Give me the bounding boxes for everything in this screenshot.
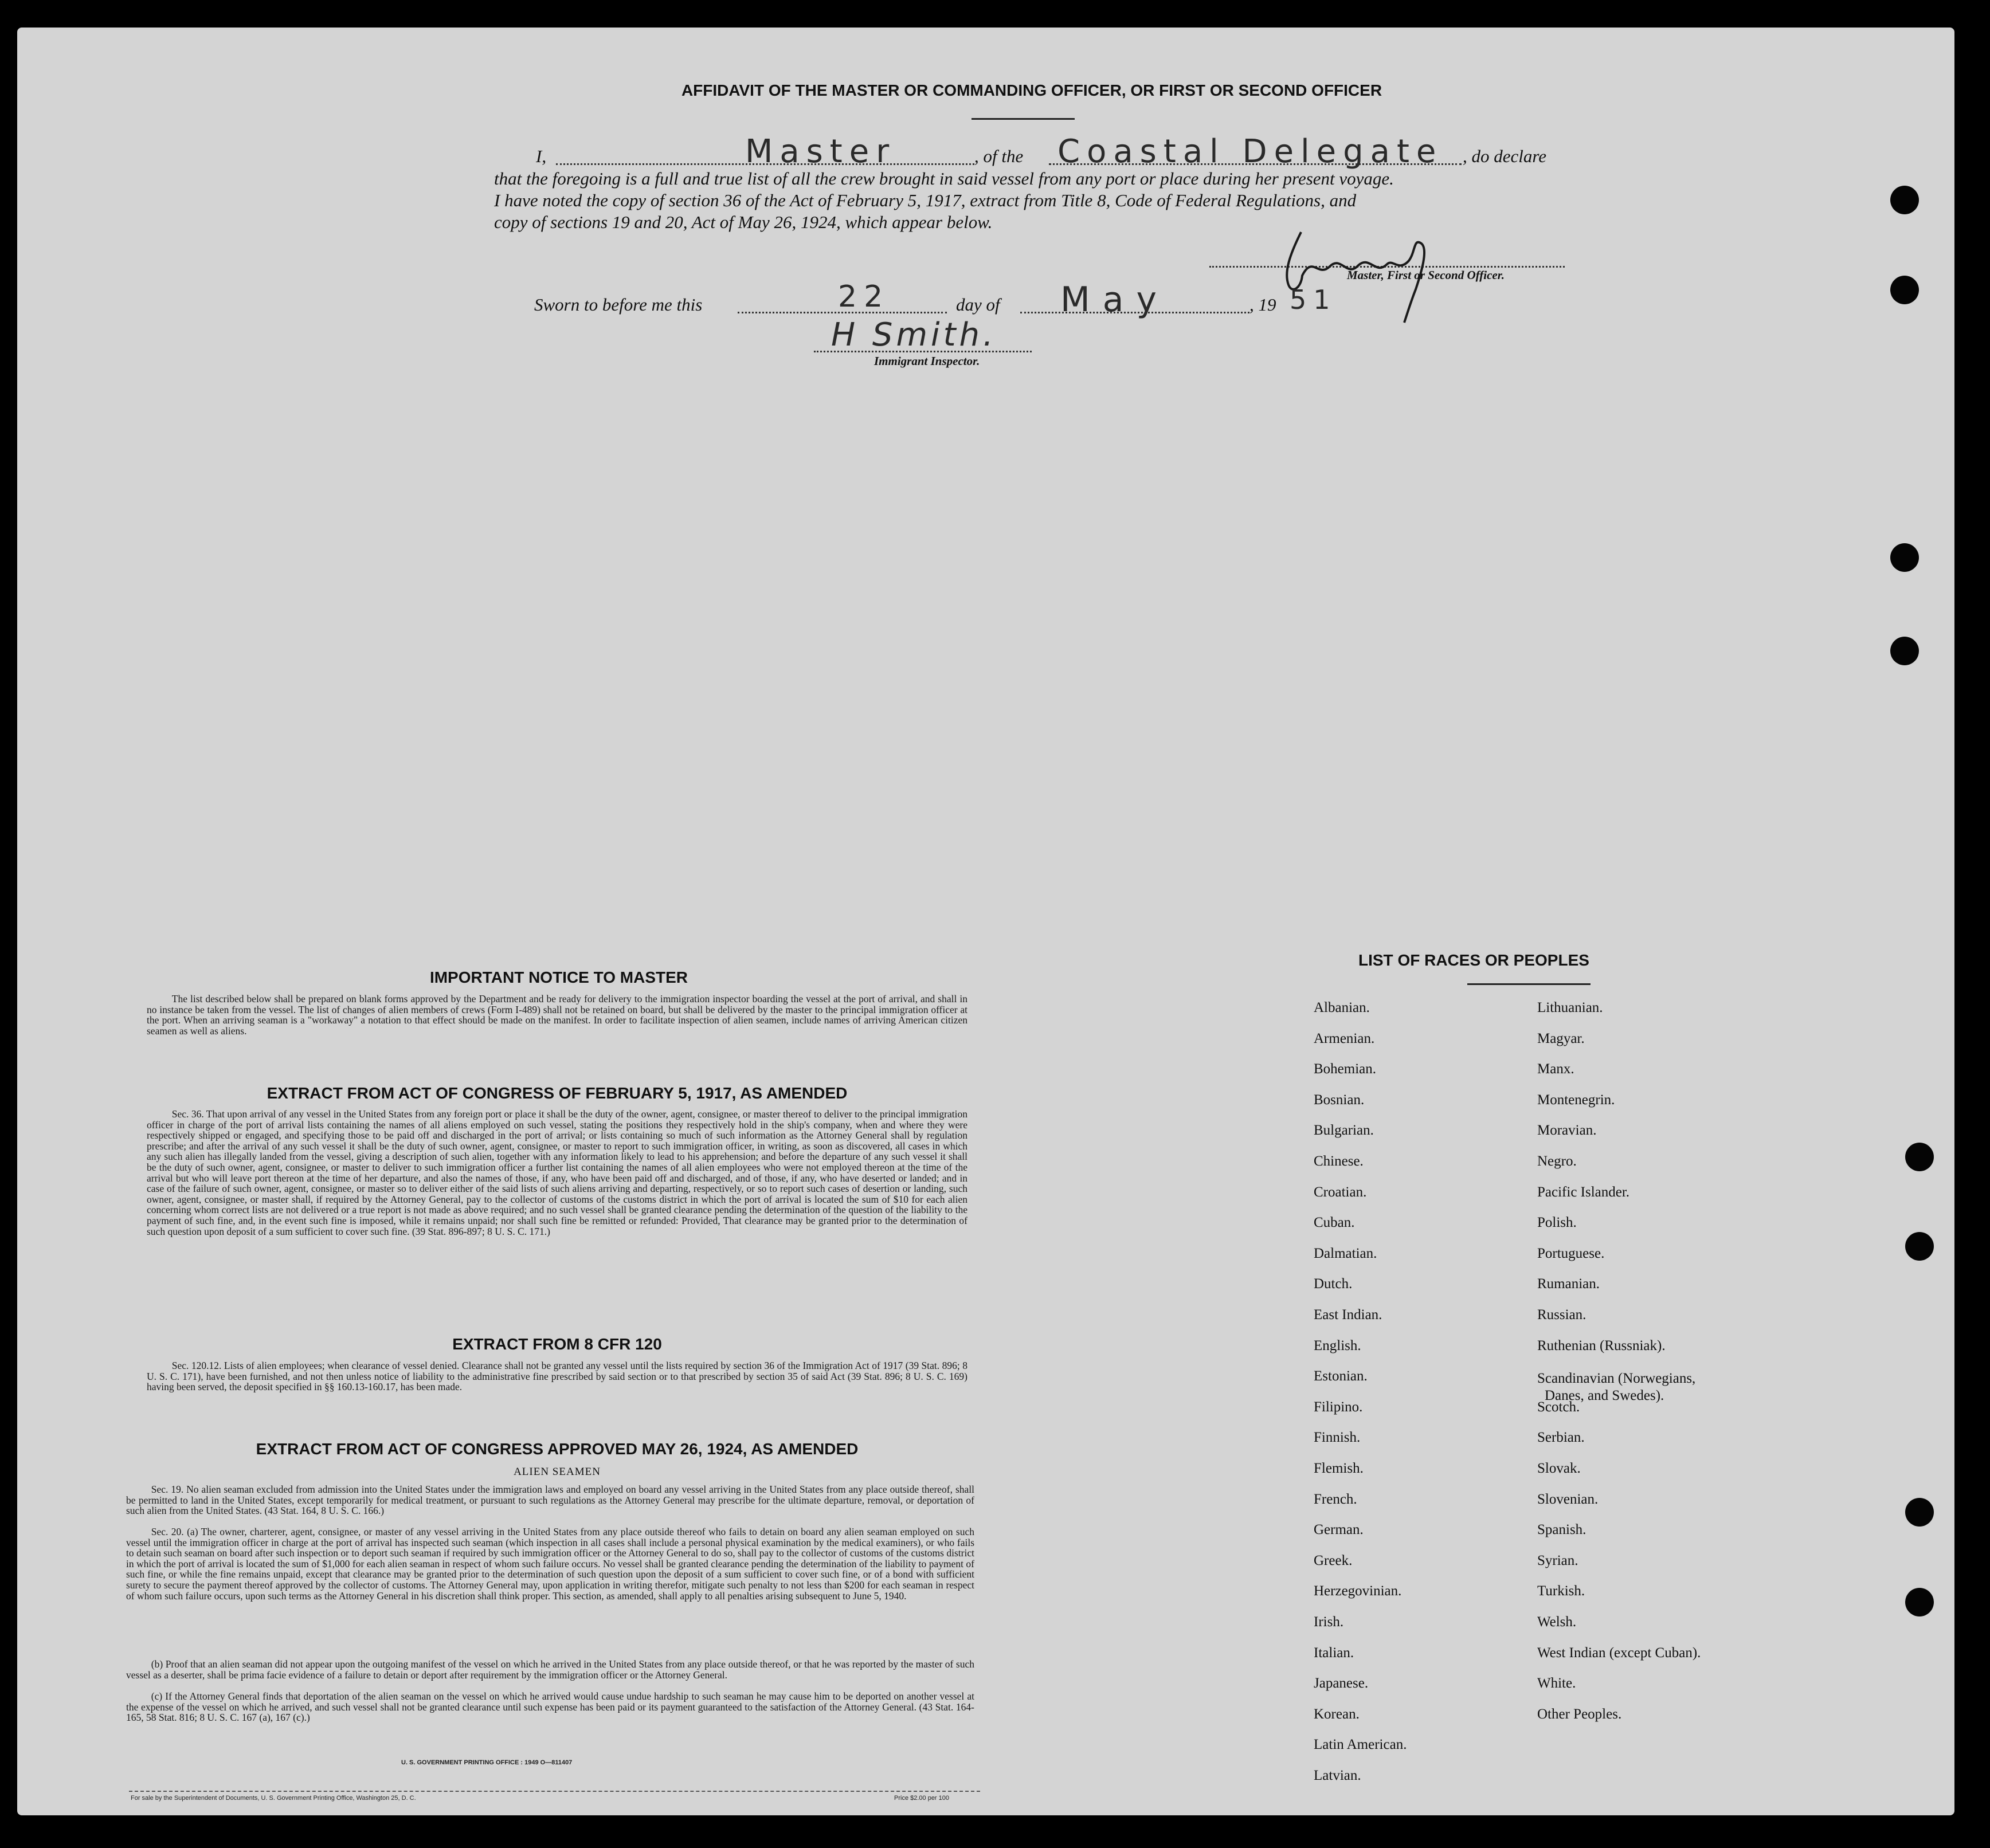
day-of-label: day of — [956, 295, 1000, 315]
race-item: Japanese. — [1314, 1676, 1369, 1692]
race-item: Polish. — [1537, 1215, 1577, 1231]
extract-1924-title: EXTRACT FROM ACT OF CONGRESS APPROVED MAY 26, 1924, AS AMENDED — [256, 1440, 859, 1458]
sec-20a-paragraph: Sec. 20. (a) The owner, charterer, agent, consignee, or master of any vessel arriving in the United States from any place outside thereof who fails to detain on board any alien seaman employed on such vessel until the immigration officer in charge at the port of arrival has inspected such seaman (which inspection in all cases shall include a personal physical examination by the medical examiners), or who fails to detain such seaman on board after such inspection or to deport such seaman if required by such immigration officer or the Attorney General to do so, shall pay to the collector of customs of the customs district in which the port of arrival is located the sum of $1,000 for each alien seaman in respect of whom such failure occurs. No vessel shall be granted clearance pending the determination of the liability to payment of such fine, or while the fine remains unpaid, except that clearance may be granted prior to the determination of such question upon the deposit of a sum sufficient to cover such fine, or of a bond with sufficient surety to secure the payment thereof approved by the collector of customs. The Attorney General may, upon application in writing therefor, mitigate such penalty to not less than $200 for each seaman in respect of whom such failure occurs, upon such terms as the Attorney General in his discretion shall think proper. This section, as amended, shall apply to all penalties arising subsequent to June 5, 1940. — [126, 1526, 974, 1602]
race-item: Pacific Islander. — [1537, 1184, 1630, 1200]
race-item: Italian. — [1314, 1645, 1354, 1661]
race-item: Flemish. — [1314, 1461, 1364, 1476]
race-item: Finnish. — [1314, 1430, 1361, 1446]
race-item: Rumanian. — [1537, 1276, 1600, 1292]
extract-1917-title: EXTRACT FROM ACT OF CONGRESS OF FEBRUARY 5, 1917, AS AMENDED — [267, 1084, 848, 1102]
punch-hole — [1890, 186, 1919, 214]
race-item: West Indian (except Cuban). — [1537, 1645, 1701, 1661]
sec-20c-paragraph: (c) If the Attorney General finds that deportation of the alien seaman on the vessel on which he arrived would cause undue hardship to such seaman he may cause him to be deported on another vessel at the expense of the vessel on which he arrived, and such vessel shall not be granted clearance until such expense has been paid or its payment guaranteed to the satisfaction of the Attorney General. (43 Stat. 164-165, 58 Stat. 816; 8 U. S. C. 167 (a), 167 (c).) — [126, 1690, 974, 1724]
race-item: French. — [1314, 1491, 1357, 1507]
notice-title: IMPORTANT NOTICE TO MASTER — [429, 968, 688, 986]
race-item: Slovenian. — [1537, 1491, 1599, 1507]
race-item: Armenian. — [1314, 1030, 1375, 1046]
do-declare-label: , do declare — [1463, 146, 1547, 166]
declaration-line-4: copy of sections 19 and 20, Act of May 26, 1924, which appear below. — [494, 212, 993, 232]
race-item: Dutch. — [1314, 1276, 1353, 1292]
sale-notice: For sale by the Superintendent of Documents, U. S. Government Printing Office, Washington 25, D. C. — [131, 1795, 416, 1802]
year-handwriting: 51 — [1290, 284, 1337, 315]
notice-body: The list described below shall be prepared on blank forms approved by the Department and be ready for delivery to the immigration inspector boarding the vessel at the port of arrival, and shall in no instance be taken from the vessel. The list of changes of alien members of crews (Form I-489) shall not be retained on board, but shall be delivered by the master to the principal immigration officer at the port. When an arriving seaman is a "workaway" a notation to that effect should be made on the manifest. In order to facilitate inspection of alien seamen, include names of arriving American citizen seamen as well as aliens. — [147, 993, 967, 1037]
race-item: Latin American. — [1314, 1737, 1407, 1753]
declaration-i: I, — [536, 146, 547, 166]
race-item: Other Peoples. — [1537, 1706, 1622, 1722]
race-item: Scotch. — [1537, 1399, 1580, 1415]
month-handwriting: May — [1060, 280, 1170, 320]
signer-caption: Master, First or Second Officer. — [1347, 268, 1505, 282]
inspector-handwriting: H Smith. — [831, 316, 997, 354]
race-item: Latvian. — [1314, 1768, 1361, 1783]
races-title: LIST OF RACES OR PEOPLES — [1358, 951, 1589, 969]
race-item: Albanian. — [1314, 1000, 1370, 1015]
affidavit-title: AFFIDAVIT OF THE MASTER OR COMMANDING OFFICER, OR FIRST OR SECOND OFFICER — [681, 81, 1382, 99]
punch-hole — [1890, 276, 1919, 304]
race-item: Montenegrin. — [1537, 1092, 1615, 1108]
race-item: Manx. — [1537, 1061, 1574, 1077]
race-item: Croatian. — [1314, 1184, 1367, 1200]
declaration-line-2: that the foregoing is a full and true list of all the crew brought in said vessel from any port or place during her present voyage. — [494, 168, 1394, 189]
race-item: Lithuanian. — [1537, 1000, 1603, 1015]
vessel-handwriting: Coastal Delegate — [1057, 133, 1443, 170]
race-item: German. — [1314, 1522, 1364, 1538]
sec-19-paragraph: Sec. 19. No alien seaman excluded from admission into the United States under the immigration laws and employed on board any vessel arriving in the United States from any place outside thereof, shall be permitted to land in the United States, except temporarily for medical treatment, or pursuant to such regulations as the Attorney General may prescribe for the ultimate departure, removal, or deportation of such alien from the United States. (43 Stat. 164, 8 U. S. C. 166.) — [126, 1484, 974, 1517]
race-item: Serbian. — [1537, 1430, 1585, 1446]
year-prefix: , 19 — [1249, 295, 1276, 315]
punch-hole — [1905, 1143, 1934, 1171]
race-item: Estonian. — [1314, 1368, 1368, 1384]
cfr-body: Sec. 120.12. Lists of alien employees; when clearance of vessel denied. Clearance shall not be granted any vessel until the lists required by section 36 of the Immigration Act of 1917 (39 Stat. 896; 8 U. S. C. 171), have been furnished, and not then unless notice of liability to the administrative fine prescribed by said section or to that prescribed by section 35 of said Act (39 Stat. 896; 8 U. S. C. 169) having been served, the deposit specified in §§ 160.13-160.17, has been made. — [147, 1360, 967, 1393]
footer-rule — [129, 1791, 980, 1792]
race-item: Welsh. — [1537, 1614, 1577, 1630]
race-item: Chinese. — [1314, 1153, 1364, 1169]
punch-hole — [1905, 1232, 1934, 1261]
master-handwriting: Master — [745, 133, 896, 170]
gpo-imprint: U. S. GOVERNMENT PRINTING OFFICE : 1949 O—811407 — [401, 1759, 573, 1766]
race-item: Scandinavian (Norwegians, — [1537, 1371, 1696, 1387]
race-item: Turkish. — [1537, 1583, 1585, 1599]
race-item: Filipino. — [1314, 1399, 1363, 1415]
race-item: East Indian. — [1314, 1307, 1382, 1323]
race-item: Dalmatian. — [1314, 1245, 1377, 1261]
race-item: Cuban. — [1314, 1215, 1355, 1231]
race-item: Negro. — [1537, 1153, 1577, 1169]
race-item: Russian. — [1537, 1307, 1586, 1323]
race-item: English. — [1314, 1337, 1361, 1353]
race-item: Herzegovinian. — [1314, 1583, 1402, 1599]
punch-hole — [1905, 1498, 1934, 1527]
sworn-label: Sworn to before me this — [534, 295, 703, 315]
of-the-label: , of the — [974, 146, 1024, 166]
race-item: Ruthenian (Russniak). — [1537, 1337, 1666, 1353]
race-item: Irish. — [1314, 1614, 1344, 1630]
punch-hole — [1905, 1588, 1934, 1616]
title-underline — [972, 118, 1075, 120]
race-item: Portuguese. — [1537, 1245, 1605, 1261]
races-underline — [1467, 983, 1591, 985]
race-item: Bulgarian. — [1314, 1123, 1374, 1139]
race-item: Greek. — [1314, 1552, 1353, 1568]
punch-hole — [1890, 543, 1919, 572]
race-item: Bosnian. — [1314, 1092, 1365, 1108]
punch-hole — [1890, 637, 1919, 665]
declaration-line-3: I have noted the copy of section 36 of the Act of February 5, 1917, extract from Title 8, Code of Federal Regulations, and — [494, 190, 1357, 210]
extract-1917-body: Sec. 36. That upon arrival of any vessel in the United States from any foreign port or place it shall be the duty of the owner, agent, consignee, or master thereof to deliver to the principal immigration officer in charge of the port of arrival lists containing the names of all aliens employed on such vessel, stating the positions they respectively hold in the ship's company, when and where they were respectively shipped or engaged, and specifying those to be paid off and discharged in the port of arrival; or lists containing so much of such information as the Attorney General shall by regulation prescribe; and after the arrival of any such vessel it shall be the duty of such owner, agent, consignee, or master to report to such immigration officer, in writing, as soon as discovered, all cases in which any such alien has illegally landed from the vessel, giving a description of such alien, together with any information likely to lead to his apprehension; and before the departure of any such vessel it shall be the duty of such owner, agent, consignee, or master to deliver to such immigration officer a further list containing the names of all alien employees who were not employed thereon at the time of the arrival but who will leave port thereon at the time of her departure, and also the names of those, if any, who have been paid off and discharged, and of those, if any, who have deserted or landed; and in case of the failure of such owner, agent, consignee, or master so to deliver either of the said lists of such aliens arriving and departing, respectively, or so to report such cases of desertion or landing, such owner, agent, consignee, or master shall, if required by the Attorney General, pay to the collector of customs of the customs district in which the port of arrival is located the sum of $10 for each alien concerning whom correct lists are not delivered or a true report is not made as above required; and no such vessel shall be granted clearance pending the determination of the question of the liability to the payment of such fine, and, in the event such fine is imposed, while it remains unpaid; nor shall such fine be remitted or refunded: Provided, That clearance may be granted prior to the determination of such question upon deposit of a sum sufficient to cover such fine. (39 Stat. 896-897; 8 U. S. C. 171.) — [147, 1108, 967, 1237]
race-item: Bohemian. — [1314, 1061, 1377, 1077]
day-handwriting: 22 — [838, 280, 890, 314]
cfr-title: EXTRACT FROM 8 CFR 120 — [452, 1335, 662, 1353]
inspector-caption: Immigrant Inspector. — [874, 354, 980, 368]
race-item: Spanish. — [1537, 1522, 1586, 1538]
race-item: Slovak. — [1537, 1461, 1581, 1476]
race-item: Korean. — [1314, 1706, 1360, 1722]
price-notice: Price $2.00 per 100 — [894, 1795, 950, 1802]
sec-20b-paragraph: (b) Proof that an alien seaman did not appear upon the outgoing manifest of the vessel on which he arrived in the United States from any place outside thereof, or that he was reported by the master of such vessel as a deserter, shall be prima facie evidence of a failure to detain or deport after requirement by the immigration officer or the Attorney General. — [126, 1658, 974, 1681]
race-item: White. — [1537, 1676, 1576, 1692]
race-item: Moravian. — [1537, 1123, 1597, 1139]
race-item: Syrian. — [1537, 1552, 1578, 1568]
race-item: Magyar. — [1537, 1030, 1585, 1046]
alien-seamen-subtitle: ALIEN SEAMEN — [514, 1466, 601, 1478]
race-item: Danes, and Swedes). — [1545, 1388, 1664, 1404]
